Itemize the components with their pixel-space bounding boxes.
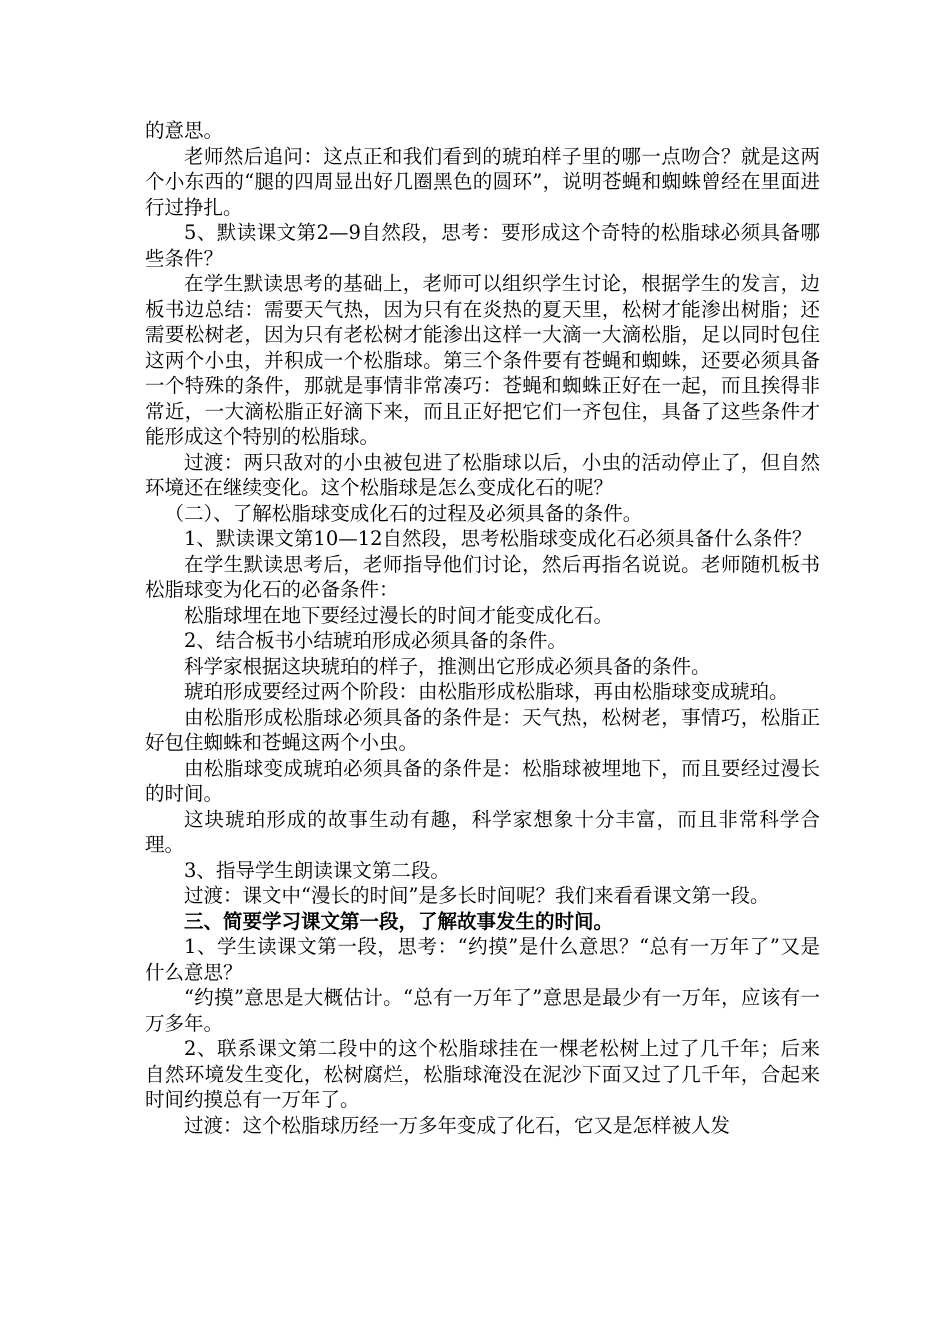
paragraph: 过渡：这个松脂球历经一万多年变成了化石，它又是怎样被人发 — [184, 1113, 731, 1137]
paragraph: 由松脂形成松脂球必须具备的条件是：天气热，松树老，事情巧，松脂正好包住蜘蛛和苍蝇这两个小虫。 — [145, 705, 820, 754]
paragraph: 老师然后追问：这点正和我们看到的琥珀样子里的哪一点吻合？就是这两个小东西的“腿的四周显出好几圈黑色的圆环”，说明苍蝇和蜘蛛曾经在里面进行过挣扎。 — [145, 144, 820, 219]
paragraph: 5、默读课文第2—9自然段，思考：要形成这个奇特的松脂球必须具备哪些条件？ — [145, 221, 820, 270]
paragraph: 过渡：两只敌对的小虫被包进了松脂球以后，小虫的活动停止了，但自然环境还在继续变化。这个松脂球是怎么变成化石的呢？ — [145, 450, 820, 499]
paragraph: 这块琥珀形成的故事生动有趣，科学家想象十分丰富，而且非常科学合理。 — [145, 807, 820, 856]
paragraph: 2、联系课文第二段中的这个松脂球挂在一棵老松树上过了几千年；后来自然环境发生变化，松树腐烂，松脂球淹没在泥沙下面又过了几千年，合起来时间约摸总有一万年了。 — [145, 1037, 820, 1111]
paragraph: 琥珀形成要经过两个阶段：由松脂形成松脂球，再由松脂球变成琥珀。 — [184, 680, 789, 703]
paragraph: “约摸”意思是大概估计。“总有一万年了”意思是最少有一万年，应该有一万多年。 — [145, 986, 820, 1035]
paragraph: 由松脂球变成琥珀必须具备的条件是：松脂球被埋地下，而且要经过漫长的时间。 — [145, 756, 820, 805]
section-subheading: （二）、了解松脂球变成化石的过程及必须具备的条件。 — [164, 501, 643, 525]
paragraph: 3、指导学生朗读课文第二段。 — [184, 858, 450, 882]
paragraph: 在学生默读思考的基础上，老师可以组织学生讨论，根据学生的发言，边板书边总结：需要天气热，因为只有在炎热的夏天里，松树才能渗出树脂；还需要松树老，因为只有老松树才能渗出这样一大滴一大滴松脂，足以同时包住这两个小虫，并积成一个松脂球。第三个条件要有苍蝇和蜘蛛，还要必须具备一个特殊的条件，那就是事情非常凑巧：苍蝇和蜘蛛正好在一起，而且挨得非常近，一大滴松脂正好滴下来，而且正好把它们一齐包住，具备了这些条件才能形成这个特别的松脂球。 — [145, 272, 820, 448]
paragraph: 1、学生读课文第一段，思考：“约摸”是什么意思？“总有一万年了”又是什么意思？ — [145, 935, 820, 984]
document-body — [145, 118, 820, 1138]
paragraph: 1、默读课文第10—12自然段，思考松脂球变成化石必须具备什么条件？ — [184, 527, 812, 550]
paragraph: 在学生默读思考后，老师指导他们讨论，然后再指名说说。老师随机板书松脂球变为化石的必备条件： — [145, 552, 820, 601]
paragraph: 2、结合板书小结琥珀形成必须具备的条件。 — [184, 629, 567, 652]
section-heading: 三、简要学习课文第一段，了解故事发生的时间。 — [184, 909, 614, 933]
paragraph: 松脂球埋在地下要经过漫长的时间才能变成化石。 — [184, 603, 614, 627]
paragraph: 过渡：课文中“漫长的时间”是多长时间呢？我们来看看课文第一段。 — [184, 884, 770, 907]
paragraph: 的意思。 — [145, 119, 224, 142]
paragraph: 科学家根据这块琥珀的样子，推测出它形成必须具备的条件。 — [184, 654, 711, 678]
